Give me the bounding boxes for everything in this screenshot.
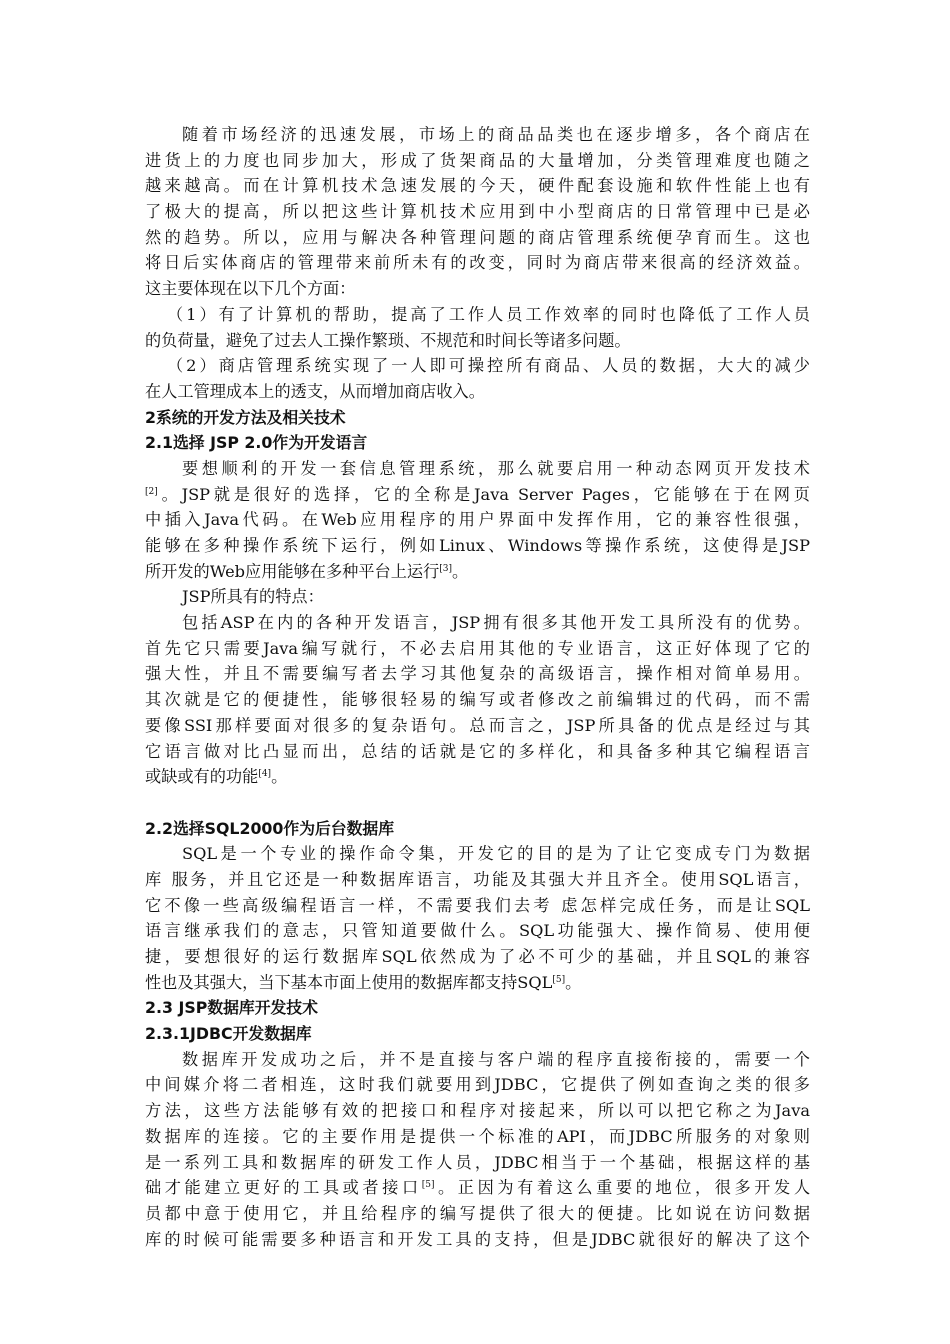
jsp-paragraph bbox=[145, 456, 810, 584]
text-line: 库 服务，并且它还是一种数据库语言，功能及其强大并且齐全。使用SQL语言， bbox=[145, 869, 810, 889]
section-heading: 2系统的开发方法及相关技术 bbox=[145, 407, 346, 427]
text-span: 或缺或有的功能 bbox=[145, 767, 259, 787]
subsubsection-heading: 2.3.1JDBC开发数据库 bbox=[145, 1024, 312, 1044]
text-span: 。正因为有着这么重要的地位，很多开发人 bbox=[434, 1178, 811, 1198]
text-line: 要像SSI那样要面对很多的复杂语句。总而言之，JSP所具备的优点是经过与其 bbox=[145, 715, 810, 735]
text-line: 方法，这些方法能够有效的把接口和程序对接起来，所以可以把它称之为Java bbox=[145, 1101, 810, 1121]
text-line: 进货上的力度也同步加大，形成了货架商品的大量增加，分类管理难度也随之 bbox=[145, 150, 810, 170]
text-line bbox=[145, 764, 810, 790]
text-line: 包括ASP在内的各种开发语言，JSP拥有很多其他开发工具所没有的优势。 bbox=[182, 613, 810, 633]
text-line: 捷，要想很好的运行数据库SQL依然成为了必不可少的基础，并且SQL的兼容 bbox=[145, 947, 810, 966]
text-span: 础才能建立更好的工具或者接口 bbox=[145, 1178, 422, 1198]
point-1 bbox=[145, 302, 810, 353]
text-span: 。JSP就是很好的选择，它的全称是Java Server Pages，它能够在于在网页 bbox=[157, 484, 810, 504]
text-line: 这主要体现在以下几个方面： bbox=[145, 279, 356, 299]
text-line bbox=[145, 482, 810, 508]
text-line: 强大性，并且不需要编写者去学习其他复杂的高级语言，操作相对简单易用。 bbox=[145, 664, 810, 684]
text-line: SQL是一个专业的操作命令集，开发它的目的是为了让它变成专门为数据 bbox=[182, 844, 810, 864]
text-column bbox=[145, 122, 810, 1252]
citation: [3] bbox=[439, 563, 453, 574]
text-span: 。 bbox=[271, 767, 288, 787]
text-line: 是一系列工具和数据库的研发工作人员，JDBC相当于一个基础，根据这样的基 bbox=[145, 1152, 810, 1172]
text-line: 语言继承我们的意志，只管知道要做什么。SQL功能强大、操作简易、使用便 bbox=[145, 921, 810, 941]
subsection-heading: 2.2选择SQL2000作为后台数据库 bbox=[145, 818, 394, 838]
citation: [4] bbox=[258, 769, 272, 780]
text-line: 将日后实体商店的管理带来前所未有的改变，同时为商店带来很高的经济效益。 bbox=[145, 253, 810, 273]
text-line: 其次就是它的便捷性，能够很轻易的编写或者修改之前编辑过的代码，而不需 bbox=[145, 690, 810, 710]
jdbc-paragraph bbox=[145, 1047, 810, 1253]
point-2 bbox=[145, 353, 810, 404]
text-line: 越来越高。而在计算机技术急速发展的今天，硬件配套设施和软件性能上也有 bbox=[145, 176, 810, 196]
text-line: （1）有了计算机的帮助，提高了工作人员工作效率的同时也降低了工作人员 bbox=[167, 304, 810, 324]
text-span: 。 bbox=[452, 561, 469, 581]
text-line: 它不像一些高级编程语言一样，不需要我们去考 虑怎样完成任务，而是让SQL bbox=[145, 895, 810, 915]
text-line: 中插入Java代码。在Web应用程序的用户界面中发挥作用，它的兼容性很强， bbox=[145, 510, 810, 530]
citation: [2] bbox=[145, 486, 158, 497]
text-line bbox=[145, 970, 810, 996]
text-span: 所开发的Web应用能够在多种平台上运行 bbox=[145, 561, 440, 581]
text-line: 它语言做对比凸显而出，总结的话就是它的多样化，和具备多种其它编程语言 bbox=[145, 741, 810, 761]
text-line: 随着市场经济的迅速发展，市场上的商品品类也在逐步增多，各个商店在 bbox=[182, 125, 810, 144]
text-line: 在人工管理成本上的透支，从而增加商店收入。 bbox=[145, 381, 485, 401]
sql-paragraph bbox=[145, 841, 810, 995]
text-line: （2）商店管理系统实现了一人即可操控所有商品、人员的数据，大大的减少 bbox=[167, 356, 810, 376]
intro-paragraph bbox=[145, 122, 810, 302]
text-line: 了极大的提高，所以把这些计算机技术应用到中小型商店的日常管理中已是必 bbox=[145, 202, 810, 222]
citation: [5] bbox=[421, 1180, 435, 1191]
text-line: 中间媒介将二者相连，这时我们就要用到JDBC，它提供了例如查询之类的很多 bbox=[145, 1075, 810, 1095]
text-line: 能够在多种操作系统下运行，例如Linux、Windows等操作系统，这使得是JSP bbox=[145, 536, 810, 555]
text-line: 库的时候可能需要多种语言和开发工具的支持，但是JDBC就很好的解决了这个 bbox=[145, 1229, 810, 1249]
subsection-heading: 2.3 JSP数据库开发技术 bbox=[145, 998, 318, 1018]
citation: [5] bbox=[552, 974, 566, 985]
text-line: 首先它只需要Java编写就行，不必去启用其他的专业语言，这正好体现了它的 bbox=[145, 638, 810, 658]
text-span: 。 bbox=[565, 972, 582, 992]
features-paragraph bbox=[145, 610, 810, 790]
text-line: 的负荷量，避免了过去人工操作繁琐、不规范和时间长等诸多问题。 bbox=[145, 330, 631, 350]
subsection-heading: 2.1选择 JSP 2.0作为开发语言 bbox=[145, 433, 368, 453]
text-line bbox=[145, 1175, 810, 1201]
features-label: JSP所具有的特点： bbox=[182, 587, 324, 607]
text-line bbox=[145, 559, 810, 585]
text-line: 数据库的连接。它的主要作用是提供一个标准的API，而JDBC所服务的对象则 bbox=[145, 1126, 810, 1146]
text-line: 数据库开发成功之后，并不是直接与客户端的程序直接衔接的，需要一个 bbox=[182, 1049, 810, 1069]
text-line: 员都中意于使用它，并且给程序的编写提供了很大的便捷。比如说在访问数据 bbox=[145, 1203, 810, 1223]
text-line: 要想顺利的开发一套信息管理系统，那么就要启用一种动态网页开发技术 bbox=[182, 458, 810, 478]
text-span: 性也及其强大，当下基本市面上使用的数据库都支持SQL bbox=[145, 972, 553, 992]
text-line: 然的趋势。所以，应用与解决各种管理问题的商店管理系统便孕育而生。这也 bbox=[145, 227, 810, 247]
blank-line bbox=[145, 790, 810, 816]
